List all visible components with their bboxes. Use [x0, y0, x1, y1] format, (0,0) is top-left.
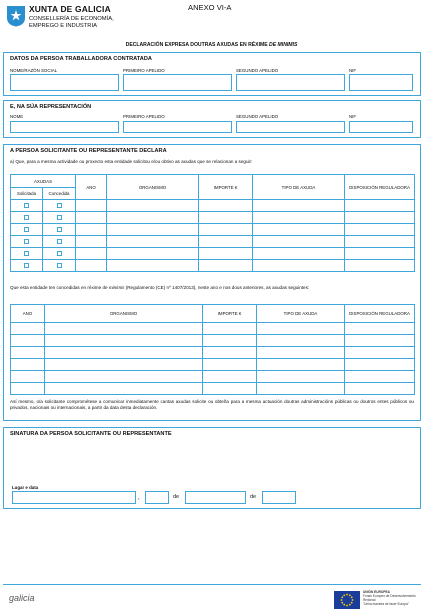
requested-aid-table — [10, 174, 415, 272]
amount-cell[interactable] — [203, 323, 257, 335]
year-cell[interactable] — [11, 359, 45, 371]
table-row — [11, 383, 415, 395]
de-separator-2: de — [250, 494, 257, 500]
organism-cell[interactable] — [107, 260, 199, 272]
regulation-cell[interactable] — [345, 371, 415, 383]
name-field[interactable] — [10, 74, 119, 91]
eu-flag-icon — [334, 591, 360, 609]
requested-checkbox[interactable] — [24, 251, 29, 256]
paragraph-b-start: Que esta entidade ten concedidas en réxime — [10, 285, 102, 290]
amount-cell[interactable] — [203, 371, 257, 383]
granted-checkbox[interactable] — [57, 215, 62, 220]
aid-type-cell[interactable] — [253, 248, 345, 260]
amount-cell[interactable] — [199, 260, 253, 272]
granted-checkbox[interactable] — [57, 227, 62, 232]
table-row — [11, 212, 415, 224]
amount-cell[interactable] — [203, 359, 257, 371]
first-surname-label: PRIMEIRO APELIDO — [123, 114, 165, 119]
galicia-logo-text: galicia — [9, 593, 35, 603]
organism-cell[interactable] — [45, 371, 203, 383]
eu-funding-text — [363, 590, 419, 606]
org-name: XUNTA DE GALICIA — [29, 4, 111, 14]
aid-type-cell[interactable] — [257, 323, 345, 335]
requested-checkbox[interactable] — [24, 215, 29, 220]
regulation-cell[interactable] — [345, 359, 415, 371]
col-header-amount: IMPORTE € — [203, 305, 257, 323]
col-header-aid: AXUDAS — [11, 175, 76, 188]
first-surname-label: PRIMEIRO APELIDO — [123, 68, 165, 73]
granted-aid-table — [10, 304, 415, 395]
col-header-regulation: DISPOSICIÓN REGULADORA — [345, 175, 415, 200]
amount-cell[interactable] — [203, 335, 257, 347]
col-header-granted: Concedida — [43, 188, 76, 200]
declaration-paragraph-a: a) Que, para a mesma actividade ou proxecto esta entidade solicitou e/ou obtivo as axudas que se relacionan a seguir: — [10, 159, 253, 164]
amount-cell[interactable] — [199, 236, 253, 248]
table-row — [11, 248, 415, 260]
name-label: NOME/RAZÓN SOCIAL — [10, 68, 58, 73]
regulation-cell[interactable] — [345, 224, 415, 236]
regulation-cell[interactable] — [345, 383, 415, 395]
organism-cell[interactable] — [107, 224, 199, 236]
year-cell[interactable] — [76, 212, 107, 224]
regulation-cell[interactable] — [345, 236, 415, 248]
second-surname-field[interactable] — [236, 74, 345, 91]
year-cell[interactable] — [76, 224, 107, 236]
aid-type-cell[interactable] — [257, 335, 345, 347]
nif-label: NIF — [349, 68, 357, 73]
first-surname-field[interactable] — [123, 74, 232, 91]
representative-section — [3, 100, 421, 138]
amount-cell[interactable] — [199, 248, 253, 260]
organism-cell[interactable] — [45, 323, 203, 335]
comma-separator: , — [138, 495, 140, 501]
footer-divider — [3, 584, 421, 585]
col-header-year: ANO — [11, 305, 45, 323]
regulation-cell[interactable] — [345, 200, 415, 212]
rep-name-field[interactable] — [10, 121, 119, 133]
year-cell[interactable] — [11, 347, 45, 359]
year-cell[interactable] — [11, 323, 45, 335]
amount-cell[interactable] — [199, 212, 253, 224]
year-cell[interactable] — [11, 383, 45, 395]
organism-cell[interactable] — [107, 248, 199, 260]
table-row — [11, 236, 415, 248]
second-surname-label: SEGUNDO APELIDO — [236, 114, 279, 119]
year-cell[interactable] — [11, 371, 45, 383]
table-row — [11, 371, 415, 383]
amount-cell[interactable] — [199, 200, 253, 212]
regulation-cell[interactable] — [345, 248, 415, 260]
table-row — [11, 359, 415, 371]
xunta-shield-logo — [6, 5, 26, 27]
year-cell[interactable] — [11, 335, 45, 347]
section-heading: SINATURA DA PERSOA SOLICITANTE OU REPRESENTANTE — [10, 431, 172, 437]
aid-type-cell[interactable] — [253, 200, 345, 212]
commitment-paragraph: Así mesmo, o/a solicitante comprométese a comunicar inmediatamente cantas axudas solicite ou obteña para a mesma actuación doutras administracións públicas ou doutros entes públicos ou privados, nacionais ou internacionais, a partir da data desta declaración. — [10, 399, 414, 411]
requested-checkbox[interactable] — [24, 203, 29, 208]
requested-checkbox[interactable] — [24, 239, 29, 244]
section-heading: A PERSOA SOLICITANTE OU REPRESENTANTE DECLARA — [10, 148, 167, 154]
document-title-main: DECLARACIÓN EXPRESA DOUTRAS AXUDAS EN RÉXIME — [125, 42, 268, 48]
year-cell[interactable] — [76, 200, 107, 212]
organism-cell[interactable] — [45, 347, 203, 359]
aid-type-cell[interactable] — [257, 371, 345, 383]
signature-section — [3, 427, 421, 509]
organism-cell[interactable] — [107, 236, 199, 248]
amount-cell[interactable] — [199, 224, 253, 236]
col-header-year: ANO — [76, 175, 107, 200]
eu-line-3: "Unha maneira de facer Europa" — [363, 602, 409, 606]
col-header-regulation: DISPOSICIÓN REGULADORA — [345, 305, 415, 323]
col-header-requested: Solicitada — [11, 188, 43, 200]
day-field[interactable] — [145, 491, 169, 504]
regulation-cell[interactable] — [345, 260, 415, 272]
declaration-paragraph-b — [10, 285, 414, 291]
granted-checkbox[interactable] — [57, 251, 62, 256]
worker-data-section — [3, 52, 421, 96]
nif-label: NIF — [349, 114, 357, 119]
col-header-aid-type: TIPO DE AXUDA — [257, 305, 345, 323]
department-name — [29, 16, 114, 31]
col-header-organism: ORGANISMO — [45, 305, 203, 323]
table-row — [11, 335, 415, 347]
rep-first-surname-field[interactable] — [123, 121, 232, 133]
document-title — [0, 42, 423, 48]
name-label: NOME — [10, 114, 24, 119]
place-field[interactable] — [12, 491, 136, 504]
organism-cell[interactable] — [45, 383, 203, 395]
regulation-cell[interactable] — [345, 335, 415, 347]
aid-type-cell[interactable] — [253, 260, 345, 272]
section-heading: DATOS DA PERSOA TRABALLADORA CONTRATADA — [10, 56, 152, 62]
annex-label: ANEXO VI-A — [188, 3, 232, 12]
aid-type-cell[interactable] — [257, 383, 345, 395]
eu-line-2: Fondo Europeo de Desenvolvemento Rexional — [363, 594, 416, 602]
year-field[interactable] — [262, 491, 296, 504]
second-surname-label: SEGUNDO APELIDO — [236, 68, 279, 73]
organism-cell[interactable] — [107, 212, 199, 224]
granted-checkbox[interactable] — [57, 239, 62, 244]
place-date-label: Lugar e data — [12, 485, 39, 490]
rep-nif-field[interactable] — [349, 121, 413, 133]
year-cell[interactable] — [76, 236, 107, 248]
aid-type-cell[interactable] — [257, 347, 345, 359]
amount-cell[interactable] — [203, 347, 257, 359]
table-row — [11, 323, 415, 335]
table-row — [11, 200, 415, 212]
de-separator-1: de — [173, 494, 180, 500]
nif-field[interactable] — [349, 74, 413, 91]
col-header-amount: IMPORTE € — [199, 175, 253, 200]
department-line-2: EMPREGO E INDUSTRIA — [29, 23, 97, 30]
aid-type-cell[interactable] — [253, 224, 345, 236]
year-cell[interactable] — [76, 260, 107, 272]
regulation-cell[interactable] — [345, 347, 415, 359]
year-cell[interactable] — [76, 248, 107, 260]
aid-type-cell[interactable] — [253, 236, 345, 248]
granted-checkbox[interactable] — [57, 263, 62, 268]
requested-checkbox[interactable] — [24, 263, 29, 268]
regulation-cell[interactable] — [345, 323, 415, 335]
organism-cell[interactable] — [45, 359, 203, 371]
organism-cell[interactable] — [45, 335, 203, 347]
rep-second-surname-field[interactable] — [236, 121, 345, 133]
month-field[interactable] — [185, 491, 246, 504]
granted-checkbox[interactable] — [57, 203, 62, 208]
aid-type-cell[interactable] — [253, 212, 345, 224]
requested-checkbox[interactable] — [24, 227, 29, 232]
table-row — [11, 224, 415, 236]
table-row — [11, 347, 415, 359]
regulation-cell[interactable] — [345, 212, 415, 224]
declaration-section — [3, 144, 421, 421]
organism-cell[interactable] — [107, 200, 199, 212]
amount-cell[interactable] — [203, 383, 257, 395]
paragraph-b-end: (Regulamento (CE) nº 1407/2013), neste ano e nos dous anteriores, as axudas seguintes: — [125, 285, 310, 290]
department-line-1: CONSELLERÍA DE ECONOMÍA, — [29, 16, 114, 22]
aid-type-cell[interactable] — [257, 359, 345, 371]
paragraph-b-italic: de minimis — [102, 285, 125, 290]
eu-line-1: UNIÓN EUROPEA — [363, 590, 390, 594]
document-title-italic: DE MINIMIS — [269, 42, 298, 48]
table-row — [11, 260, 415, 272]
col-header-organism: ORGANISMO — [107, 175, 199, 200]
section-heading: E, NA SÚA REPRESENTACIÓN — [10, 104, 92, 110]
col-header-aid-type: TIPO DE AXUDA — [253, 175, 345, 200]
